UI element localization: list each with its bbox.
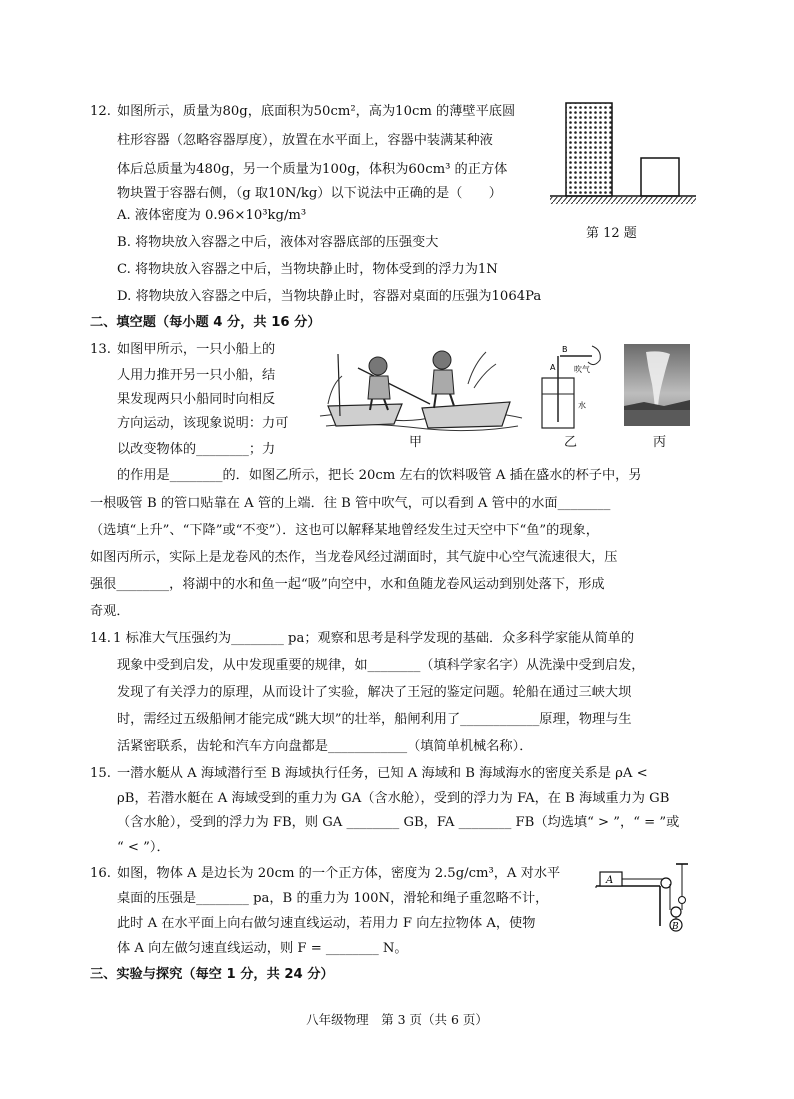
q12-option-a: A. 液体密度为 0.96×10³kg/m³: [117, 208, 307, 223]
q15-line-4: “ < ”）．: [117, 840, 170, 855]
q13-fig-label-jia: 甲: [409, 435, 423, 450]
q13-fig-label-bing: 丙: [653, 435, 667, 450]
q12-number: 12.: [90, 104, 111, 119]
q13-fig-label-water: 水: [578, 401, 586, 410]
page-footer: 八年级物理 第 3 页（共 6 页）: [306, 1012, 488, 1027]
q15-line-1: 一潜水艇从 A 海域潜行至 B 海域执行任务，已知 A 海域和 B 海域海水的密度关系是 ρA <: [117, 766, 648, 781]
q13-figure-straws: [532, 342, 612, 437]
q16-line-4: 体 A 向左做匀速直线运动，则 F = ________ N。: [117, 941, 408, 956]
q12-figure: [548, 100, 698, 215]
q16-fig-label-a: A: [606, 875, 614, 886]
q13-number: 13.: [90, 342, 111, 357]
q15-number: 15.: [90, 766, 111, 781]
section-2-heading: 二、填空题（每小题 4 分，共 16 分）: [90, 315, 321, 330]
q12-option-b: B. 将物块放入容器之中后，液体对容器底部的压强变大: [117, 235, 439, 250]
q13-fig-label-yi: 乙: [564, 435, 578, 450]
q13-short-line-5: 以改变物体的________；力: [117, 442, 276, 457]
q13-figure-tornado: [624, 344, 690, 426]
q14-line-3: 发现了有关浮力的原理，从而设计了实验，解决了王冠的鉴定问题。轮船在通过三峡大坝: [117, 685, 632, 700]
q12-line-4: 物块置于容器右侧，（g 取10N/kg）以下说法中正确的是（ ）: [117, 186, 502, 201]
q15-line-2: ρB，若潜水艇在 A 海域受到的重力为 GA（含水舱），受到的浮力为 FA，在 B 海域重力为 GB: [117, 791, 670, 806]
q13-short-line-1: 如图甲所示，一只小船上的: [117, 342, 276, 357]
q13-line-6: 的作用是________的．如图乙所示，把长 20cm 左右的饮料吸管 A 插在盛水的杯子中，另: [117, 468, 642, 483]
q13-fig-label-a: A: [550, 363, 556, 372]
q16-number: 16.: [90, 866, 111, 881]
q13-line-11: 奇观．: [90, 604, 130, 619]
q12-caption: 第 12 题: [586, 226, 637, 241]
q16-figure: [596, 862, 708, 932]
q13-line-7: 一根吸管 B 的管口贴靠在 A 管的上端．往 B 管中吹气，可以看到 A 管中的水面________: [90, 496, 611, 511]
q12-option-c: C. 将物块放入容器之中后，当物块静止时，物体受到的浮力为1N: [117, 262, 498, 277]
q15-line-3: （含水舱），受到的浮力为 FB，则 GA ________ GB，FA ________ FB（均选填“ > ”，“ = ”或: [117, 815, 680, 830]
q12-line-1: 如图所示，质量为80g，底面积为50cm²，高为10cm 的薄壁平底圆: [117, 104, 516, 119]
q14-number: 14.: [90, 631, 111, 646]
q14-line-5: 活紧密联系，齿轮和汽车方向盘都是____________（填简单机械名称）．: [117, 739, 533, 754]
q12-option-d: D. 将物块放入容器之中后，当物块静止时，容器对桌面的压强为1064Pa: [117, 289, 542, 304]
q12-line-3: 体后总质量为480g，另一个质量为100g，体积为60cm³ 的正方体: [117, 162, 508, 177]
q12-line-2: 柱形容器（忽略容器厚度），放置在水平面上，容器中装满某种液: [117, 133, 493, 148]
q13-fig-label-blow: 吹气: [574, 365, 590, 374]
q14-line-1: 1 标准大气压强约为________ pa；观察和思考是科学发现的基础．众多科学家能从简单的: [113, 631, 635, 646]
q13-fig-label-b: B: [562, 345, 568, 354]
q16-line-3: 此时 A 在水平面上向右做匀速直线运动，若用力 F 向左拉物体 A，使物: [117, 916, 536, 931]
q16-fig-label-b: B: [672, 922, 679, 932]
q13-short-line-2: 人用力推开另一只小船，结: [117, 368, 276, 383]
q13-line-10: 强很________，将湖中的水和鱼一起“吸”向空中，水和鱼随龙卷风运动到别处落下，形成: [90, 577, 605, 592]
q13-short-line-3: 果发现两只小船同时向相反: [117, 392, 276, 407]
q16-line-1: 如图，物体 A 是边长为 20cm 的一个正方体，密度为 2.5g/cm³，A 对水平: [117, 866, 561, 881]
q13-line-9: 如图丙所示，实际上是龙卷风的杰作，当龙卷风经过湖面时，其气旋中心空气流速很大，压: [90, 550, 618, 565]
q13-short-line-4: 方向运动，该现象说明：力可: [117, 416, 289, 431]
q13-figure-boats: [318, 344, 524, 444]
q16-line-2: 桌面的压强是________ pa，B 的重力为 100N，滑轮和绳子重忽略不计，: [117, 891, 549, 906]
q14-line-2: 现象中受到启发，从中发现重要的规律，如________（填科学家名字）从洗澡中受到启发，: [117, 658, 645, 673]
q14-line-4: 时，需经过五级船闸才能完成“跳大坝”的壮举，船闸利用了____________原理，物理与生: [117, 712, 632, 727]
q13-line-8: （选填“上升”、“下降”或“不变”）．这也可以解释某地曾经发生过天空中下“鱼”的现象，: [90, 523, 599, 538]
section-3-heading: 三、实验与探究（每空 1 分，共 24 分）: [90, 967, 334, 982]
